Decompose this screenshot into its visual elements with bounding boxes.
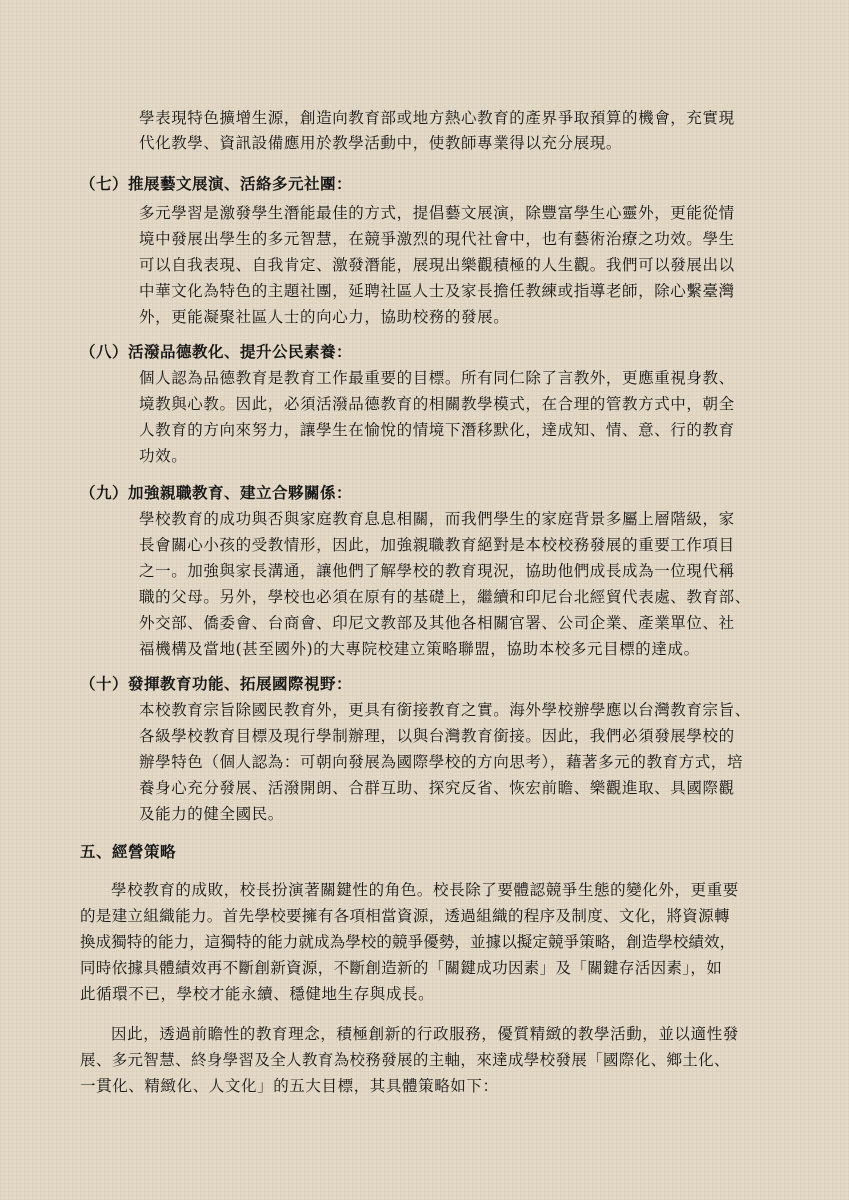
- section-5-para-1-line-2: 的是建立組織能力。首先學校要擁有各項相當資源，透過組織的程序及制度、文化，將資源轉: [80, 907, 730, 925]
- section-10-line-1: 本校教育宗旨除國民教育外，更具有銜接教育之實。海外學校辦學應以台灣教育宗旨、: [139, 701, 751, 719]
- section-9-line-2: 長會關心小孩的受教情形，因此，加強親職教育絕對是本校校務發展的重要工作項目: [139, 536, 735, 554]
- section-10-line-3: 辦學特色（個人認為：可朝向發展為國際學校的方向思考），藉著多元的教育方式，培: [139, 753, 744, 771]
- intro-line-1: 學表現特色擴增生源，創造向教育部或地方熱心教育的產界爭取預算的機會，充實現: [139, 109, 735, 127]
- section-5-para-2-line-1: 因此，透過前瞻性的教育理念，積極創新的行政服務，優質精緻的教學活動，並以適性發: [111, 1025, 739, 1043]
- section-8-line-4: 功效。: [139, 447, 188, 465]
- section-10-line-4: 養身心充分發展、活潑開朗、合群互助、探究反省、恢宏前瞻、樂觀進取、具國際觀: [139, 779, 735, 797]
- section-7-line-5: 外，更能凝聚社區人士的向心力，協助校務的發展。: [139, 308, 510, 326]
- section-5-para-1-line-4: 同時依據具體績效再不斷創新資源，不斷創造新的「關鍵成功因素」及「關鍵存活因素」，如: [80, 959, 723, 977]
- section-9-line-3: 之一。加強與家長溝通，讓他們了解學校的教育現況，協助他們成長成為一位現代稱: [139, 562, 735, 580]
- section-9-line-1: 學校教育的成功與否與家庭教育息息相關，而我們學生的家庭背景多屬上層階級，家: [139, 510, 735, 528]
- intro-line-2: 代化教學、資訊設備應用於教學活動中，使教師專業得以充分展現。: [139, 134, 623, 152]
- section-5-para-1-line-5: 此循環不已，學校才能永續、穩健地生存與成長。: [80, 985, 435, 1003]
- section-5-heading: 五、經營策略: [80, 843, 177, 861]
- section-9-heading: （九）加強親職教育、建立合夥關係：: [80, 484, 353, 502]
- section-7-line-1: 多元學習是激發學生潛能最佳的方式，提倡藝文展演，除豐富學生心靈外，更能從情: [139, 204, 735, 222]
- section-7-line-2: 境中發展出學生的多元智慧，在競爭激烈的現代社會中，也有藝術治療之功效。學生: [139, 230, 735, 248]
- section-8-line-3: 人教育的方向來努力，讓學生在愉悅的情境下潛移默化，達成知、情、意、行的教育: [139, 421, 735, 439]
- section-9-line-5: 外交部、僑委會、台商會、印尼文教部及其他各相關官署、公司企業、產業單位、社: [139, 614, 735, 632]
- section-7-line-3: 可以自我表現、自我肯定、激發潛能，展現出樂觀積極的人生觀。我們可以發展出以: [139, 256, 735, 274]
- section-9-line-6: 福機構及當地(甚至國外)的大專院校建立策略聯盟，協助本校多元目標的達成。: [139, 640, 700, 658]
- section-5-para-1-line-1: 學校教育的成敗，校長扮演著關鍵性的角色。校長除了要體認競爭生態的變化外，更重要: [111, 881, 739, 899]
- section-5-para-1-line-3: 換成獨特的能力，這獨特的能力就成為學校的競爭優勢，並據以擬定競爭策略，創造學校績效，: [80, 933, 736, 951]
- section-8-line-2: 境教與心教。因此，必須活潑品德教育的相關教學模式，在合理的管教方式中，朝全: [139, 395, 735, 413]
- section-8-heading: （八）活潑品德教化、提升公民素養：: [80, 343, 353, 361]
- section-7-heading: （七）推展藝文展演、活絡多元社團：: [80, 175, 353, 193]
- section-5-para-2-line-3: 一貫化、精緻化、人文化」的五大目標，其具體策略如下：: [80, 1077, 499, 1095]
- section-9-line-4: 職的父母。另外，學校也必須在原有的基礎上，繼續和印尼台北經貿代表處、教育部、: [139, 588, 751, 606]
- section-8-line-1: 個人認為品德教育是教育工作最重要的目標。所有同仁除了言教外，更應重視身教、: [139, 369, 735, 387]
- section-10-line-5: 及能力的健全國民。: [139, 805, 284, 823]
- section-7-line-4: 中華文化為特色的主題社團，延聘社區人士及家長擔任教練或指導老師，除心繫臺灣: [139, 282, 735, 300]
- section-5-para-2-line-2: 展、多元智慧、終身學習及全人教育為校務發展的主軸，來達成學校發展「國際化、鄉土化、: [80, 1051, 730, 1069]
- section-10-heading: （十）發揮教育功能、拓展國際視野：: [80, 675, 353, 693]
- section-10-line-2: 各級學校教育目標及現行學制辦理，以與台灣教育銜接。因此，我們必須發展學校的: [139, 727, 735, 745]
